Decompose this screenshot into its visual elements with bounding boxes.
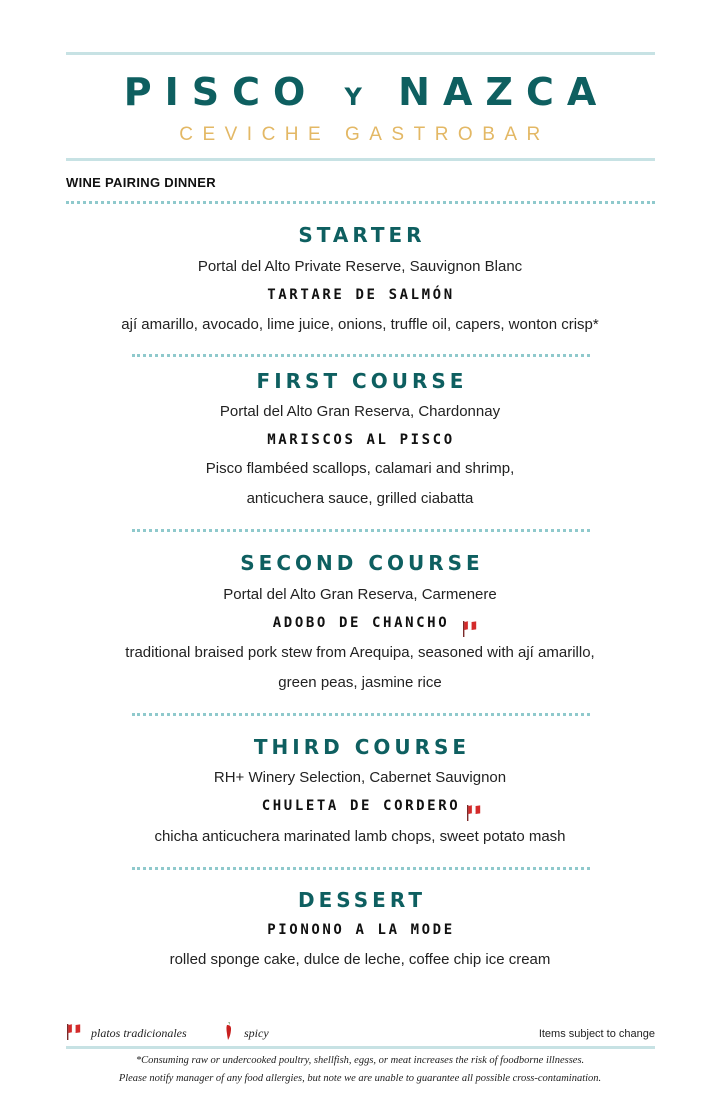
dotted-divider — [132, 354, 590, 357]
dotted-divider — [132, 529, 590, 532]
peru-flag-icon — [462, 620, 478, 638]
course-dish-starter: TARTARE DE SALMÓN — [267, 287, 455, 303]
subject-to-change-note: Items subject to change — [538, 1028, 655, 1040]
brand-name-part1: PISCO — [123, 70, 319, 114]
event-title: WINE PAIRING DINNER — [66, 175, 216, 190]
course-description-starter: ají amarillo, avocado, lime juice, onions, truffle oil, capers, wonton crisp* — [121, 316, 599, 333]
chili-pepper-icon — [224, 1021, 234, 1041]
top-rule — [66, 52, 655, 55]
course-description-first-line1: Pisco flambéed scallops, calamari and shrimp, — [205, 460, 515, 477]
footnote-raw-food: *Consuming raw or undercooked poultry, shellfish, eggs, or meat increases the risk of foodborne illnesses. — [135, 1055, 585, 1066]
header-bottom-rule — [66, 158, 655, 161]
course-description-dessert: rolled sponge cake, dulce de leche, coffee chip ice cream — [169, 951, 551, 968]
course-title-second: SECOND COURSE — [240, 551, 484, 575]
footer-rule — [66, 1046, 655, 1049]
course-title-dessert: DESSERT — [298, 888, 426, 912]
course-title-starter: STARTER — [298, 223, 426, 247]
course-wine-first: Portal del Alto Gran Reserva, Chardonnay — [219, 403, 501, 420]
course-title-third: THIRD COURSE — [253, 735, 471, 759]
peru-flag-icon — [466, 804, 482, 822]
course-dish-second: ADOBO DE CHANCHO — [272, 615, 450, 631]
course-wine-second: Portal del Alto Gran Reserva, Carmenere — [223, 586, 497, 603]
course-description-third: chicha anticuchera marinated lamb chops, sweet potato mash — [154, 828, 566, 845]
course-dish-first: MARISCOS AL PISCO — [267, 432, 455, 448]
brand-name-part2: NAZCA — [398, 70, 610, 114]
dotted-divider — [132, 713, 590, 716]
course-description-second-line1: traditional braised pork stew from Arequipa, seasoned with ají amarillo, — [125, 644, 595, 661]
course-wine-starter: Portal del Alto Private Reserve, Sauvignon Blanc — [197, 258, 523, 275]
brand-subtitle: CEVICHE GASTROBAR — [179, 124, 550, 145]
legend-traditional-label: platos tradicionales — [91, 1026, 187, 1040]
course-wine-third: RH+ Winery Selection, Cabernet Sauvignon — [213, 769, 507, 786]
course-title-first: FIRST COURSE — [256, 369, 468, 393]
course-description-second-line2: green peas, jasmine rice — [278, 674, 442, 691]
dotted-divider — [132, 867, 590, 870]
legend-spicy-label: spicy — [244, 1026, 269, 1040]
footnote-allergies: Please notify manager of any food allergies, but note we are unable to guarantee all possible cross-contamination. — [118, 1073, 602, 1084]
brand-name — [0, 70, 720, 114]
course-dish-third: CHULETA DE CORDERO — [261, 798, 461, 814]
peru-flag-icon — [66, 1023, 82, 1041]
course-dish-dessert: PIONONO A LA MODE — [267, 922, 455, 938]
brand-name-connector: Y — [344, 83, 372, 111]
dotted-divider — [66, 201, 655, 204]
course-description-first-line2: anticuchera sauce, grilled ciabatta — [246, 490, 474, 507]
